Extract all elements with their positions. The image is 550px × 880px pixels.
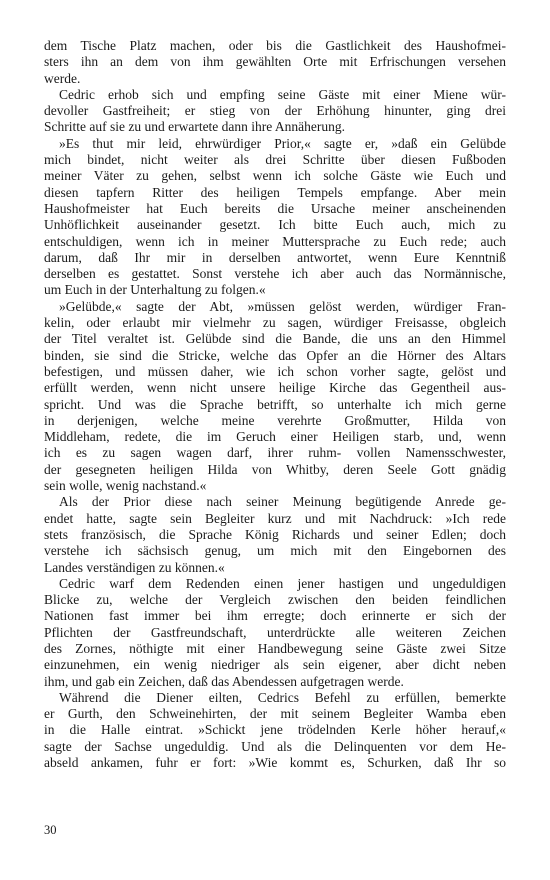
text-line: erfüllt werden, wenn nicht unsere heilige Kirche das Gegentheil aus-: [44, 380, 506, 396]
text-line: mich bindet, nicht weiter als drei Schritte über diesen Fußboden: [44, 152, 506, 168]
text-line: stets französisch, die Sprache König Richards und seiner Edlen; doch: [44, 526, 506, 542]
text-line: in die Halle eintrat. »Schickt jene trödelnden Kerle höher herauf,«: [44, 722, 506, 738]
body-text: [44, 38, 506, 771]
text-line: des Zornes, nöthigte mit einer Handbewegung seine Gäste zwei Sitze: [44, 640, 506, 656]
text-line: um Euch in der Unterhaltung zu folgen.«: [44, 282, 266, 298]
text-line: derselben es gestattet. Sonst verstehe ich aber auch das Normännische,: [44, 266, 506, 282]
text-line: Landes verständigen zu können.«: [44, 559, 225, 575]
text-line: der gesegneten heiligen Hilda von Whitby, deren Seele Gott gnädig: [44, 461, 506, 477]
text-line: »Es thut mir leid, ehrwürdiger Prior,« sagte er, »daß ein Gelübde: [59, 135, 506, 151]
text-line: »Gelübde,« sagte der Abt, »müssen gelöst werden, würdiger Fran-: [59, 298, 506, 314]
text-line: Pflichten der Gastfreundschaft, unterdrückte alle weiteren Zeichen: [44, 624, 506, 640]
text-line: darum, daß Ihr mir in derselben antwortet, wenn Eure Kenntniß: [44, 249, 506, 265]
text-line: kelin, oder erlaubt mir vielmehr zu sagen, würdiger Freisasse, obgleich: [44, 315, 506, 331]
text-line: Cedric erhob sich und empfing seine Gäste mit einer Miene wür-: [59, 86, 506, 102]
text-line: ich es zu sagen wagen darf, ihrer ruhm- vollen Namensschwester,: [44, 445, 506, 461]
text-line: Nationen fast immer bei ihm erregte; doch erinnerte er sich der: [44, 608, 506, 624]
text-line: dem Tische Platz machen, oder bis die Gastlichkeit des Haushofmei-: [44, 38, 506, 53]
text-line: er Gurth, den Schweinehirten, der mit seinem Begleiter Wamba eben: [44, 706, 506, 722]
text-line: befestigen, und müssen daher, wie ich schon vorher sagte, gelöst und: [44, 363, 506, 379]
text-line: sters ihn an dem von ihm gewählten Orte mit Erfrischungen versehen: [44, 54, 506, 70]
text-line: werde.: [44, 70, 81, 86]
text-line: Haushofmeister hat Euch bereits die Ursache meiner anscheinenden: [44, 200, 506, 216]
text-line: sein wolle, wenig nachstand.«: [44, 478, 207, 494]
text-line: Unhöflichkeit auseinander gesetzt. Ich bitte Euch auch, mich zu: [44, 217, 506, 233]
text-line: Während die Diener eilten, Cedrics Befehl zu erfüllen, bemerkte: [59, 689, 506, 705]
text-line: der Titel veraltet ist. Gelübde sind die Bande, die uns an den Himmel: [44, 331, 506, 347]
text-line: Als der Prior diese nach seiner Meinung begütigende Anrede ge-: [59, 494, 506, 510]
text-line: devoller Gastfreiheit; er stieg von der Erhöhung hinunter, ging drei: [44, 103, 506, 119]
text-line: verstehe ich sächsisch genug, um mich mit den Eingebornen des: [44, 543, 506, 559]
text-line: Blicke zu, welche der Vergleich zwischen den beiden feindlichen: [44, 592, 506, 608]
text-line: binden, sie sind die Stricke, welche das Opfer an die Hörner des Altars: [44, 347, 506, 363]
text-line: diesen tapfern Ritter des heiligen Tempels empfange. Aber mein: [44, 184, 506, 200]
page-number: 30: [44, 823, 57, 837]
text-line: Middleham, redete, die im Geruch einer Heiligen starb, und, wenn: [44, 429, 506, 445]
text-line: in derjenigen, welche meine verehrte Großmutter, Hilda von: [44, 412, 506, 428]
text-line: einzunehmen, ein wenig niedriger als sein eigener, aber dicht neben: [44, 657, 506, 673]
text-line: Schritte auf sie zu und erwartete dann ihre Annäherung.: [44, 119, 346, 135]
text-line: abseld ankamen, fuhr er fort: »Wie kommt es, Schurken, daß Ihr so: [44, 755, 506, 771]
text-line: ihm, und gab ein Zeichen, daß das Abendessen aufgetragen werde.: [44, 673, 404, 689]
text-line: entschuldigen, wenn ich in meiner Muttersprache zu Euch rede; auch: [44, 233, 506, 249]
text-line: meiner Väter zu gehen, selbst wenn ich solche Gäste wie Euch und: [44, 168, 506, 184]
text-line: spricht. Und was die Sprache betrifft, so unterhalte ich mich gerne: [44, 396, 506, 412]
text-line: endet hatte, sagte sein Begleiter kurz und mit Nachdruck: »Ich rede: [44, 510, 506, 526]
text-line: sagte der Sachse ungeduldig. Und als die Delinquenten vor dem He-: [44, 738, 506, 754]
text-line: Cedric warf dem Redenden einen jener hastigen und ungeduldigen: [59, 575, 506, 591]
